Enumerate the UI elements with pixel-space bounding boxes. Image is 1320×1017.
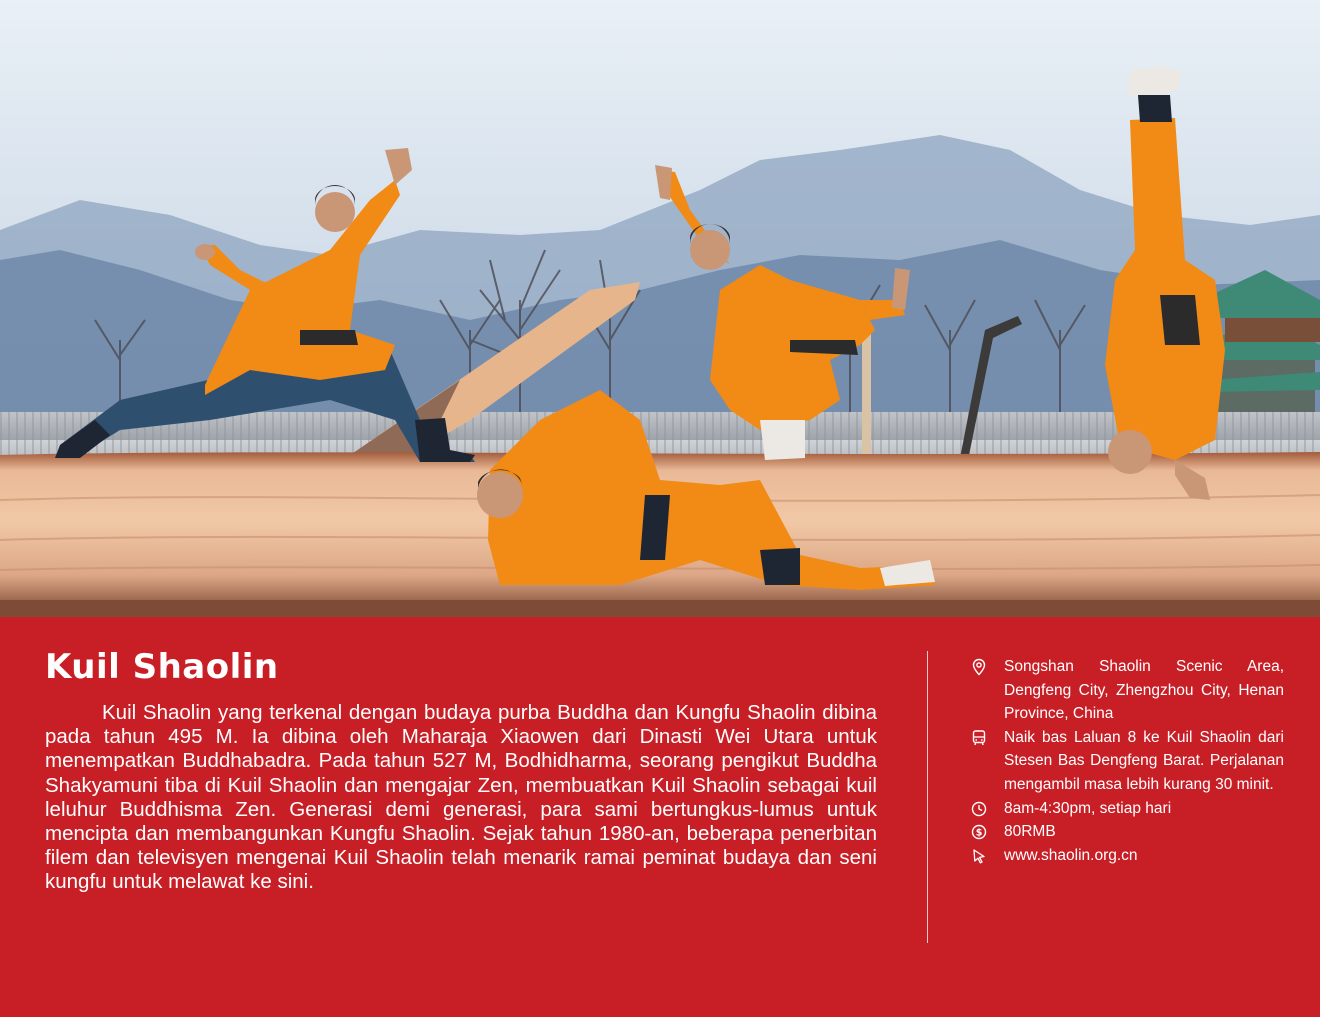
svg-text:$: $: [975, 827, 983, 839]
clock-icon: [970, 800, 988, 818]
dollar-icon: [970, 823, 988, 841]
article-title: Kuil Shaolin: [45, 647, 279, 687]
address-text: Songshan Shaolin Scenic Area, Dengfeng City, Zhengzhou City, Henan Province, China: [1004, 658, 1284, 723]
vertical-divider: [927, 651, 928, 943]
price-text: 80RMB: [1004, 823, 1056, 841]
info-price: [970, 820, 1284, 844]
article-body: Kuil Shaolin yang terkenal dengan budaya purba Buddha dan Kungfu Shaolin dibina pada tahun 495 M. Ia dibina oleh Maharaja Xiaowen dari Dinasti Wei Utara untuk menempatkan Buddhabadra. Pada tahun 527 M, Bodhidharma, seorang pengikut Buddha Shakyamuni tiba di Kuil Shaolin dan mengajar Zen, membuatkan Kuil Shaolin sebagai kuil leluhur Buddhisma Zen. Generasi demi generasi, para sami bertungkus-lumus untuk mencipta dan membangunkan Kungfu Shaolin. Sejak tahun 1980-an, beberapa penerbitan filem dan televisyen mengenai Kuil Shaolin telah menarik ramai peminat budaya dan seni kungfu untuk melawat ke sini.: [45, 701, 877, 894]
location-pin-icon: [970, 658, 988, 676]
wooden-post: [862, 330, 871, 470]
info-panel: [0, 617, 1320, 1017]
cursor-icon: [970, 847, 988, 865]
info-transport: [970, 726, 1284, 797]
hours-text: 8am-4:30pm, setiap hari: [1004, 799, 1172, 817]
transport-text: Naik bas Laluan 8 ke Kuil Shaolin dari Stesen Bas Dengfeng Barat. Perjalanan mengambil masa lebih kurang 30 minit.: [1004, 728, 1284, 793]
visitor-info: [970, 655, 1284, 867]
info-website[interactable]: [970, 844, 1284, 868]
website-link[interactable]: www.shaolin.org.cn: [1004, 846, 1138, 864]
info-hours: [970, 797, 1284, 821]
bus-icon: [970, 729, 988, 747]
info-address: [970, 655, 1284, 726]
